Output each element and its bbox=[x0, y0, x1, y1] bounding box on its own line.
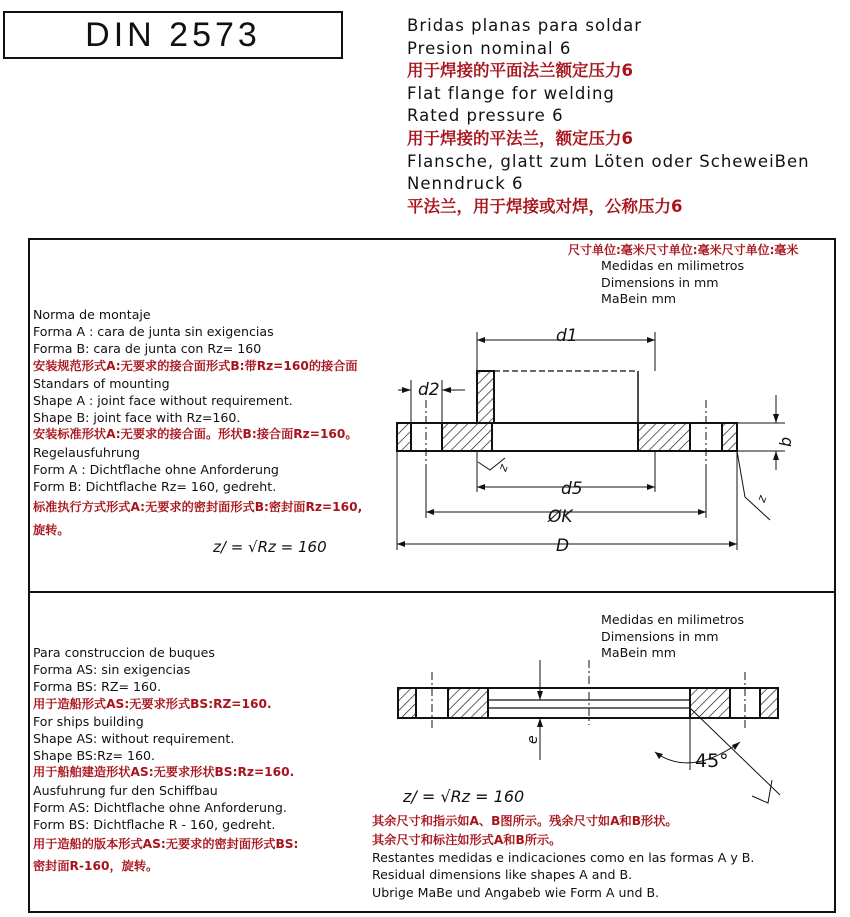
dim-k: ØK bbox=[548, 507, 573, 527]
note-line: Forma B: cara de junta con Rz= 160 bbox=[33, 341, 262, 357]
note-line: Norma de montaje bbox=[33, 307, 151, 322]
residual-line: Residual dimensions like shapes A and B. bbox=[372, 867, 633, 883]
note-line-cn: 旋转。 bbox=[33, 523, 70, 538]
formula-text: z/ = √Rz = 160 bbox=[213, 538, 327, 556]
note-line: Form B: Dichtflache Rz= 160, gedreht. bbox=[33, 479, 277, 495]
note-line: Forma A : cara de junta sin exigencias bbox=[33, 324, 274, 340]
header-line-cn: 用于焊接的平面法兰额定压力6 bbox=[407, 61, 633, 81]
note-line: Forma AS: sin exigencias bbox=[33, 662, 191, 678]
note-line: Shape BS:Rz= 160. bbox=[33, 748, 156, 764]
residual-notes bbox=[372, 810, 754, 901]
roughness-formula-top bbox=[212, 538, 327, 556]
dim-z: z bbox=[495, 462, 511, 474]
note-line: Ausfuhrung fur den Schiffbau bbox=[33, 782, 218, 798]
header-line-cn: 用于焊接的平法兰，额定压力6 bbox=[407, 128, 633, 148]
dim-d2: d2 bbox=[418, 380, 440, 400]
residual-line: Ubrige MaBe und Angabeb wie Form A und B. bbox=[372, 884, 660, 900]
header-line: Nenndruck 6 bbox=[407, 174, 524, 194]
units-block-bottom bbox=[601, 612, 744, 662]
note-line: Para construccion de buques bbox=[33, 645, 215, 660]
units-line: Dimensions in mm bbox=[601, 628, 719, 644]
header-line: Rated pressure 6 bbox=[407, 106, 564, 126]
roughness-formula-bottom: z/ = √Rz = 160 bbox=[403, 787, 525, 806]
header-line: Presion nominal 6 bbox=[407, 38, 572, 58]
flange-section-top bbox=[397, 371, 737, 470]
dim-z: z bbox=[754, 493, 770, 505]
note-line-cn: 密封面R-160，旋转。 bbox=[33, 859, 159, 874]
header-line-cn: 平法兰，用于焊接或对焊，公称压力6 bbox=[407, 196, 683, 216]
dim-e: e bbox=[525, 735, 541, 744]
units-line: MaBein mm bbox=[601, 645, 676, 660]
note-line: Shape B: joint face with Rz=160. bbox=[33, 410, 241, 426]
standard-title: DIN 2573 bbox=[3, 11, 343, 59]
note-line-cn: 用于造船形式AS:无要求形式BS:RZ=160. bbox=[33, 696, 272, 711]
units-cn: 尺寸单位:毫米尺寸单位:毫米尺寸单位:毫米 bbox=[568, 243, 799, 257]
note-line-cn: 用于船舶建造形状AS:无要求形状BS:Rz=160. bbox=[33, 765, 295, 780]
note-line-cn: 安装标准形状A:无要求的接合面。形状B:接合面Rz=160。 bbox=[33, 427, 358, 442]
note-line-cn: 标准执行方式形式A:无要求的密封面形式B:密封面Rz=160, bbox=[33, 500, 363, 515]
note-line-cn: 安装规范形式A:无要求的接合面形式B:带Rz=160的接合面 bbox=[33, 358, 358, 373]
residual-line: Restantes medidas e indicaciones como en las formas A y B. bbox=[372, 850, 755, 866]
units-line: Medidas en milimetros bbox=[601, 612, 745, 627]
note-line-cn: 用于造船的版本形式AS:无要求的密封面形式BS: bbox=[33, 837, 299, 852]
header-line: Bridas planas para soldar bbox=[407, 16, 643, 35]
angle-label: 45° bbox=[695, 750, 729, 772]
dimension-lines-bottom bbox=[540, 660, 780, 803]
note-line: Standars of mounting bbox=[33, 375, 170, 391]
note-line: Regelausfuhrung bbox=[33, 444, 140, 460]
units-line: Medidas en milimetros bbox=[601, 258, 745, 273]
note-line: Form A : Dichtflache ohne Anforderung bbox=[33, 461, 279, 477]
note-line: Shape AS: without requirement. bbox=[33, 731, 235, 747]
flange-section-bottom bbox=[398, 660, 778, 730]
note-line: Form AS: Dichtflache ohne Anforderung. bbox=[33, 799, 287, 815]
dim-b: b bbox=[776, 436, 795, 447]
header-line: Flansche, glatt zum Löten oder ScheweiBen bbox=[407, 151, 810, 171]
note-line: Shape A : joint face without requirement. bbox=[33, 393, 293, 409]
units-line: MaBein mm bbox=[601, 291, 676, 306]
residual-line-cn: 其余尺寸和标注如形式A和B所示。 bbox=[372, 833, 562, 847]
note-line: Forma BS: RZ= 160. bbox=[33, 679, 162, 695]
header-line: Flat flange for welding bbox=[407, 83, 615, 103]
dim-d5: d5 bbox=[561, 479, 583, 499]
note-line: For ships building bbox=[33, 713, 144, 729]
units-line: Dimensions in mm bbox=[601, 274, 719, 290]
shipbuilding-notes bbox=[33, 644, 298, 877]
dim-D: D bbox=[556, 536, 570, 556]
residual-line-cn: 其余尺寸和指示如A、B图所示。残余尺寸如A和B形状。 bbox=[372, 814, 678, 828]
note-line: Form BS: Dichtflache R - 160, gedreht. bbox=[33, 817, 276, 833]
dim-d1: d1 bbox=[556, 326, 578, 346]
